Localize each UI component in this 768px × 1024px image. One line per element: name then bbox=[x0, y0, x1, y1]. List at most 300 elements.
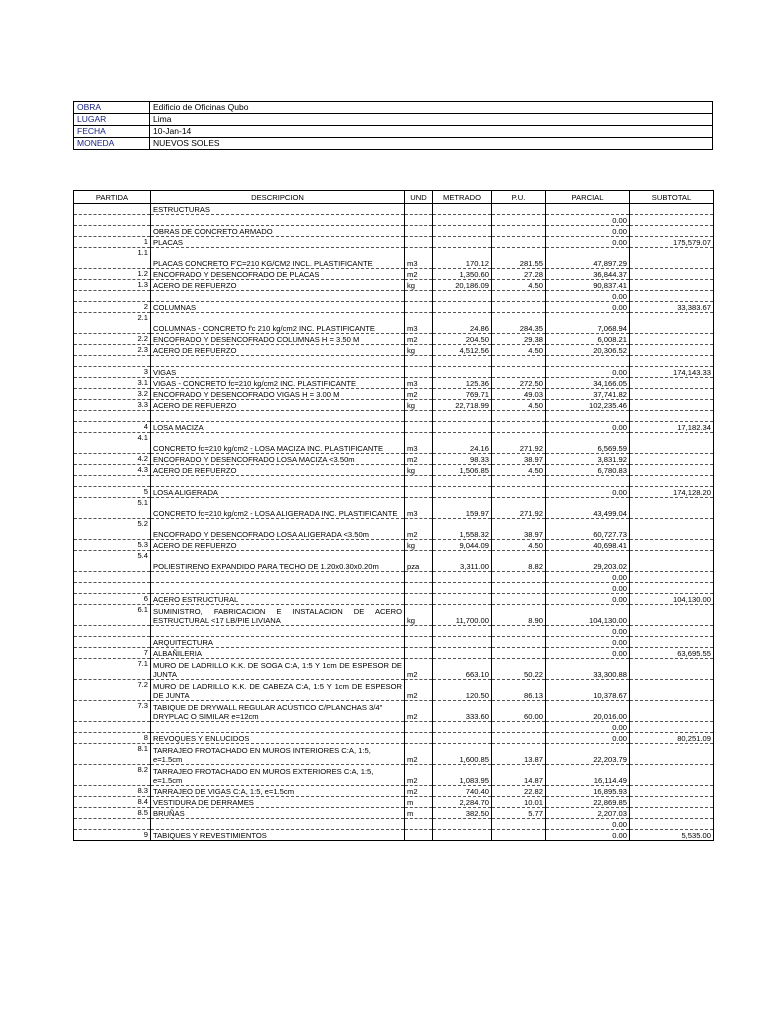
cell-pu bbox=[492, 204, 546, 215]
cell-pu: 4.50 bbox=[492, 280, 546, 291]
cell-parcial: 0.00 bbox=[546, 422, 630, 433]
cell-und bbox=[405, 476, 433, 487]
cell-descripcion: LOSA ALIGERADA bbox=[151, 487, 405, 498]
cell-und: kg bbox=[405, 605, 433, 626]
cell-parcial: 0.00 bbox=[546, 594, 630, 605]
cell-parcial: 0.00 bbox=[546, 302, 630, 313]
cell-metrado bbox=[433, 819, 492, 830]
cell-und: m2 bbox=[405, 454, 433, 465]
cell-descripcion: TARRAJEO DE VIGAS C:A, 1:5, e=1.5cm bbox=[151, 786, 405, 797]
cell-subtotal bbox=[630, 701, 714, 722]
cell-und: m3 bbox=[405, 498, 433, 519]
table-row bbox=[74, 722, 714, 733]
cell-metrado: 740.40 bbox=[433, 786, 492, 797]
table-row bbox=[74, 540, 714, 551]
cell-partida: 5 bbox=[74, 487, 151, 498]
cell-subtotal: 174,128.20 bbox=[630, 487, 714, 498]
cell-parcial: 104,130.00 bbox=[546, 605, 630, 626]
cell-subtotal bbox=[630, 519, 714, 540]
cell-descripcion: CONCRETO fc=210 kg/cm2 - LOSA ALIGERADA INC. PLASTIFICANTE bbox=[151, 498, 405, 519]
cell-und: m2 bbox=[405, 701, 433, 722]
table-row bbox=[74, 648, 714, 659]
cell-descripcion: TARRAJEO FROTACHADO EN MUROS INTERIORES C:A, 1:5, e=1.5cm bbox=[151, 744, 405, 765]
cell-partida bbox=[74, 583, 151, 594]
table-row bbox=[74, 626, 714, 637]
table-row bbox=[74, 313, 714, 334]
cell-partida: 1.1 bbox=[74, 248, 151, 269]
cell-pu bbox=[492, 356, 546, 367]
cell-metrado bbox=[433, 626, 492, 637]
cell-parcial: 34,166.05 bbox=[546, 378, 630, 389]
cell-subtotal bbox=[630, 248, 714, 269]
project-info-value: 10-Jan-14 bbox=[150, 126, 713, 138]
cell-metrado: 24.86 bbox=[433, 313, 492, 334]
cell-parcial: 7,068.94 bbox=[546, 313, 630, 334]
cell-pu: 22.82 bbox=[492, 786, 546, 797]
col-metrado: METRADO bbox=[433, 191, 492, 204]
cell-parcial bbox=[546, 476, 630, 487]
cell-pu: 4.50 bbox=[492, 345, 546, 356]
cell-und: m2 bbox=[405, 744, 433, 765]
cell-subtotal bbox=[630, 454, 714, 465]
table-row bbox=[74, 378, 714, 389]
cell-parcial: 43,499.04 bbox=[546, 498, 630, 519]
cell-metrado bbox=[433, 367, 492, 378]
cell-partida: 2.1 bbox=[74, 313, 151, 334]
cell-metrado bbox=[433, 648, 492, 659]
cell-metrado: 1,083.95 bbox=[433, 765, 492, 786]
cell-und bbox=[405, 819, 433, 830]
cell-und bbox=[405, 422, 433, 433]
cell-und bbox=[405, 830, 433, 841]
cell-subtotal bbox=[630, 433, 714, 454]
cell-descripcion: ENCOFRADO Y DESENCOFRADO LOSA MACIZA <3.50m bbox=[151, 454, 405, 465]
cell-und bbox=[405, 302, 433, 313]
project-info-value: Edificio de Oficinas Qubo bbox=[150, 102, 713, 114]
table-row bbox=[74, 476, 714, 487]
cell-descripcion: ENCOFRADO Y DESENCOFRADO DE PLACAS bbox=[151, 269, 405, 280]
cell-parcial: 10,378.67 bbox=[546, 680, 630, 701]
cell-partida: 4.1 bbox=[74, 433, 151, 454]
cell-parcial: 0.00 bbox=[546, 237, 630, 248]
cell-subtotal bbox=[630, 765, 714, 786]
cell-pu bbox=[492, 215, 546, 226]
cell-und bbox=[405, 594, 433, 605]
cell-pu: 13.87 bbox=[492, 744, 546, 765]
table-row bbox=[74, 733, 714, 744]
cell-und: kg bbox=[405, 280, 433, 291]
cell-metrado: 24.16 bbox=[433, 433, 492, 454]
cell-und: m bbox=[405, 808, 433, 819]
cell-metrado bbox=[433, 476, 492, 487]
cell-pu bbox=[492, 583, 546, 594]
cell-subtotal bbox=[630, 626, 714, 637]
cell-pu bbox=[492, 487, 546, 498]
cell-descripcion: VIGAS bbox=[151, 367, 405, 378]
cell-partida: 2.2 bbox=[74, 334, 151, 345]
cell-subtotal: 63,695.55 bbox=[630, 648, 714, 659]
table-row bbox=[74, 356, 714, 367]
cell-parcial: 102,235.46 bbox=[546, 400, 630, 411]
cell-pu: 60.00 bbox=[492, 701, 546, 722]
cell-parcial: 0.00 bbox=[546, 572, 630, 583]
cell-descripcion: CONCRETO fc=210 kg/cm2 - LOSA MACIZA INC. PLASTIFICANTE bbox=[151, 433, 405, 454]
cell-metrado: 333.60 bbox=[433, 701, 492, 722]
cell-partida bbox=[74, 291, 151, 302]
cell-partida: 8.2 bbox=[74, 765, 151, 786]
cell-und: m2 bbox=[405, 659, 433, 680]
cell-und: kg bbox=[405, 345, 433, 356]
cell-descripcion: ENCOFRADO Y DESENCOFRADO COLUMNAS H = 3.50 M bbox=[151, 334, 405, 345]
cell-partida: 4.3 bbox=[74, 465, 151, 476]
cell-metrado bbox=[433, 722, 492, 733]
cell-subtotal bbox=[630, 744, 714, 765]
cell-und: m2 bbox=[405, 269, 433, 280]
table-row bbox=[74, 498, 714, 519]
col-partida: PARTIDA bbox=[74, 191, 151, 204]
cell-partida: 3 bbox=[74, 367, 151, 378]
cell-partida bbox=[74, 356, 151, 367]
cell-pu: 8.82 bbox=[492, 551, 546, 572]
cell-pu bbox=[492, 594, 546, 605]
project-info-label: MONEDA bbox=[74, 138, 150, 150]
cell-metrado: 170.12 bbox=[433, 248, 492, 269]
cell-pu: 29.38 bbox=[492, 334, 546, 345]
cell-parcial: 60,727.73 bbox=[546, 519, 630, 540]
project-info-value: Lima bbox=[150, 114, 713, 126]
cell-pu bbox=[492, 237, 546, 248]
table-row bbox=[74, 389, 714, 400]
cell-parcial bbox=[546, 356, 630, 367]
cell-pu: 10.01 bbox=[492, 797, 546, 808]
cell-metrado: 1,558.32 bbox=[433, 519, 492, 540]
cell-partida bbox=[74, 637, 151, 648]
cell-parcial: 22,869.85 bbox=[546, 797, 630, 808]
cell-metrado bbox=[433, 237, 492, 248]
cell-pu: 14.87 bbox=[492, 765, 546, 786]
cell-und bbox=[405, 411, 433, 422]
cell-descripcion: ACERO DE REFUERZO bbox=[151, 280, 405, 291]
cell-subtotal bbox=[630, 411, 714, 422]
cell-metrado bbox=[433, 204, 492, 215]
cell-pu bbox=[492, 572, 546, 583]
cell-pu: 4.50 bbox=[492, 465, 546, 476]
cell-subtotal bbox=[630, 226, 714, 237]
cell-metrado: 159.97 bbox=[433, 498, 492, 519]
cell-partida: 4.2 bbox=[74, 454, 151, 465]
cell-subtotal bbox=[630, 680, 714, 701]
budget-table bbox=[73, 190, 714, 841]
cell-subtotal bbox=[630, 819, 714, 830]
cell-subtotal bbox=[630, 269, 714, 280]
cell-und bbox=[405, 583, 433, 594]
cell-metrado: 120.50 bbox=[433, 680, 492, 701]
cell-und: kg bbox=[405, 400, 433, 411]
cell-metrado: 663.10 bbox=[433, 659, 492, 680]
cell-und: m2 bbox=[405, 765, 433, 786]
cell-metrado: 125.36 bbox=[433, 378, 492, 389]
cell-pu bbox=[492, 411, 546, 422]
cell-parcial: 20,306.52 bbox=[546, 345, 630, 356]
table-row bbox=[74, 605, 714, 626]
cell-subtotal bbox=[630, 605, 714, 626]
cell-partida: 5.3 bbox=[74, 540, 151, 551]
cell-subtotal: 104,130.00 bbox=[630, 594, 714, 605]
cell-pu: 38.97 bbox=[492, 454, 546, 465]
cell-pu: 5.77 bbox=[492, 808, 546, 819]
cell-metrado: 11,700.00 bbox=[433, 605, 492, 626]
cell-pu: 272.50 bbox=[492, 378, 546, 389]
cell-und bbox=[405, 648, 433, 659]
table-row bbox=[74, 334, 714, 345]
table-row bbox=[74, 280, 714, 291]
cell-descripcion: COLUMNAS bbox=[151, 302, 405, 313]
cell-metrado bbox=[433, 572, 492, 583]
cell-partida: 6.1 bbox=[74, 605, 151, 626]
cell-metrado bbox=[433, 830, 492, 841]
cell-subtotal bbox=[630, 378, 714, 389]
cell-subtotal bbox=[630, 637, 714, 648]
cell-subtotal bbox=[630, 215, 714, 226]
cell-metrado: 2,284.70 bbox=[433, 797, 492, 808]
cell-subtotal bbox=[630, 291, 714, 302]
cell-parcial: 90,837.41 bbox=[546, 280, 630, 291]
cell-metrado bbox=[433, 302, 492, 313]
cell-parcial: 33,300.88 bbox=[546, 659, 630, 680]
cell-parcial bbox=[546, 411, 630, 422]
cell-subtotal: 80,251.09 bbox=[630, 733, 714, 744]
table-row bbox=[74, 248, 714, 269]
cell-metrado: 1,350.60 bbox=[433, 269, 492, 280]
cell-metrado: 20,186.09 bbox=[433, 280, 492, 291]
cell-partida: 6 bbox=[74, 594, 151, 605]
cell-pu bbox=[492, 226, 546, 237]
cell-pu bbox=[492, 722, 546, 733]
cell-partida bbox=[74, 226, 151, 237]
cell-subtotal bbox=[630, 400, 714, 411]
cell-pu bbox=[492, 648, 546, 659]
cell-subtotal bbox=[630, 797, 714, 808]
cell-descripcion: POLIESTIRENO EXPANDIDO PARA TECHO DE 1.20x0.30x0.20m bbox=[151, 551, 405, 572]
cell-partida: 3.3 bbox=[74, 400, 151, 411]
cell-metrado: 9,044.09 bbox=[433, 540, 492, 551]
cell-descripcion: COLUMNAS - CONCRETO f'c 210 kg/cm2 INC. PLASTIFICANTE bbox=[151, 313, 405, 334]
table-row bbox=[74, 808, 714, 819]
cell-pu bbox=[492, 476, 546, 487]
cell-parcial: 47,897.29 bbox=[546, 248, 630, 269]
cell-partida: 1.2 bbox=[74, 269, 151, 280]
cell-parcial: 37,741.82 bbox=[546, 389, 630, 400]
cell-descripcion: VIGAS - CONCRETO fc=210 kg/cm2 INC. PLASTIFICANTE bbox=[151, 378, 405, 389]
cell-subtotal bbox=[630, 476, 714, 487]
cell-metrado bbox=[433, 411, 492, 422]
cell-partida: 7.3 bbox=[74, 701, 151, 722]
cell-partida bbox=[74, 572, 151, 583]
cell-descripcion: ARQUITECTURA bbox=[151, 637, 405, 648]
cell-descripcion: ALBAÑILERIA bbox=[151, 648, 405, 659]
project-info-row bbox=[74, 114, 713, 126]
cell-subtotal bbox=[630, 313, 714, 334]
cell-parcial: 0.00 bbox=[546, 733, 630, 744]
cell-metrado bbox=[433, 637, 492, 648]
cell-partida: 3.1 bbox=[74, 378, 151, 389]
table-row bbox=[74, 572, 714, 583]
cell-partida: 8 bbox=[74, 733, 151, 744]
cell-parcial: 20,016.00 bbox=[546, 701, 630, 722]
cell-subtotal bbox=[630, 356, 714, 367]
cell-subtotal bbox=[630, 722, 714, 733]
cell-subtotal: 5,535.00 bbox=[630, 830, 714, 841]
cell-parcial: 29,203.02 bbox=[546, 551, 630, 572]
cell-und bbox=[405, 291, 433, 302]
cell-descripcion: ACERO DE REFUERZO bbox=[151, 400, 405, 411]
cell-partida bbox=[74, 626, 151, 637]
cell-metrado: 382.50 bbox=[433, 808, 492, 819]
col-descripcion: DESCRIPCION bbox=[151, 191, 405, 204]
cell-descripcion bbox=[151, 626, 405, 637]
table-row bbox=[74, 454, 714, 465]
cell-descripcion: ACERO DE REFUERZO bbox=[151, 540, 405, 551]
cell-metrado bbox=[433, 356, 492, 367]
cell-subtotal: 17,182.34 bbox=[630, 422, 714, 433]
cell-descripcion: TARRAJEO FROTACHADO EN MUROS EXTERIORES C:A, 1:5, e=1.5cm bbox=[151, 765, 405, 786]
cell-subtotal bbox=[630, 572, 714, 583]
cell-descripcion bbox=[151, 291, 405, 302]
table-row bbox=[74, 345, 714, 356]
cell-metrado: 1,506.85 bbox=[433, 465, 492, 476]
cell-und bbox=[405, 626, 433, 637]
cell-descripcion: VESTIDURA DE DERRAMES bbox=[151, 797, 405, 808]
table-row bbox=[74, 551, 714, 572]
cell-partida: 8.5 bbox=[74, 808, 151, 819]
table-row bbox=[74, 367, 714, 378]
cell-metrado bbox=[433, 583, 492, 594]
cell-parcial: 6,780.83 bbox=[546, 465, 630, 476]
table-row bbox=[74, 637, 714, 648]
cell-und: m2 bbox=[405, 680, 433, 701]
cell-metrado: 1,600.85 bbox=[433, 744, 492, 765]
table-row bbox=[74, 226, 714, 237]
table-row bbox=[74, 819, 714, 830]
table-row bbox=[74, 433, 714, 454]
cell-und bbox=[405, 237, 433, 248]
cell-pu: 4.50 bbox=[492, 400, 546, 411]
cell-descripcion: ENCOFRADO Y DESENCOFRADO LOSA ALIGERADA <3.50m bbox=[151, 519, 405, 540]
cell-metrado bbox=[433, 226, 492, 237]
cell-descripcion bbox=[151, 411, 405, 422]
cell-und: m3 bbox=[405, 378, 433, 389]
cell-pu bbox=[492, 626, 546, 637]
cell-parcial: 2,207.03 bbox=[546, 808, 630, 819]
cell-und: m3 bbox=[405, 248, 433, 269]
col-und: UND bbox=[405, 191, 433, 204]
cell-partida: 4 bbox=[74, 422, 151, 433]
cell-subtotal bbox=[630, 280, 714, 291]
cell-partida: 9 bbox=[74, 830, 151, 841]
cell-und: m bbox=[405, 797, 433, 808]
cell-partida: 7.1 bbox=[74, 659, 151, 680]
cell-subtotal bbox=[630, 345, 714, 356]
cell-parcial: 3,831.92 bbox=[546, 454, 630, 465]
cell-parcial: 0.00 bbox=[546, 367, 630, 378]
cell-und: pza bbox=[405, 551, 433, 572]
table-row bbox=[74, 659, 714, 680]
cell-partida bbox=[74, 476, 151, 487]
cell-pu: 271.92 bbox=[492, 498, 546, 519]
cell-parcial: 0.00 bbox=[546, 291, 630, 302]
cell-subtotal bbox=[630, 786, 714, 797]
table-row bbox=[74, 680, 714, 701]
cell-und bbox=[405, 572, 433, 583]
cell-parcial: 0.00 bbox=[546, 722, 630, 733]
cell-descripcion: SUMINISTRO, FABRICACION E INSTALACION DE ACERO ESTRUCTURAL <17 LB/PIE LIVIANA bbox=[151, 605, 405, 626]
cell-und bbox=[405, 367, 433, 378]
cell-descripcion: REVOQUES Y ENLUCIDOS bbox=[151, 733, 405, 744]
cell-partida: 1 bbox=[74, 237, 151, 248]
cell-partida: 8.1 bbox=[74, 744, 151, 765]
cell-partida: 7 bbox=[74, 648, 151, 659]
table-row bbox=[74, 422, 714, 433]
cell-pu bbox=[492, 302, 546, 313]
cell-pu: 86.13 bbox=[492, 680, 546, 701]
cell-subtotal bbox=[630, 389, 714, 400]
cell-pu bbox=[492, 637, 546, 648]
cell-und bbox=[405, 356, 433, 367]
cell-partida: 5.1 bbox=[74, 498, 151, 519]
cell-descripcion: ACERO ESTRUCTURAL bbox=[151, 594, 405, 605]
cell-metrado: 204.50 bbox=[433, 334, 492, 345]
col-parcial: PARCIAL bbox=[546, 191, 630, 204]
cell-partida bbox=[74, 722, 151, 733]
cell-parcial: 0.00 bbox=[546, 648, 630, 659]
cell-descripcion bbox=[151, 356, 405, 367]
table-row bbox=[74, 830, 714, 841]
col-subtotal: SUBTOTAL bbox=[630, 191, 714, 204]
cell-parcial: 0.00 bbox=[546, 626, 630, 637]
cell-und bbox=[405, 722, 433, 733]
cell-subtotal bbox=[630, 540, 714, 551]
table-row bbox=[74, 291, 714, 302]
cell-descripcion bbox=[151, 722, 405, 733]
cell-parcial: 0.00 bbox=[546, 819, 630, 830]
cell-pu: 284.35 bbox=[492, 313, 546, 334]
cell-subtotal: 33,383.67 bbox=[630, 302, 714, 313]
cell-descripcion bbox=[151, 215, 405, 226]
project-info-table bbox=[73, 101, 713, 150]
cell-und bbox=[405, 215, 433, 226]
cell-und: m2 bbox=[405, 389, 433, 400]
cell-parcial bbox=[546, 204, 630, 215]
cell-subtotal bbox=[630, 808, 714, 819]
cell-parcial: 0.00 bbox=[546, 487, 630, 498]
cell-und: m2 bbox=[405, 519, 433, 540]
table-row bbox=[74, 487, 714, 498]
cell-metrado: 769.71 bbox=[433, 389, 492, 400]
cell-partida bbox=[74, 819, 151, 830]
cell-descripcion: ACERO DE REFUERZO bbox=[151, 465, 405, 476]
cell-subtotal: 175,579.07 bbox=[630, 237, 714, 248]
table-row bbox=[74, 411, 714, 422]
cell-descripcion bbox=[151, 819, 405, 830]
table-row bbox=[74, 744, 714, 765]
cell-und bbox=[405, 487, 433, 498]
project-info-row bbox=[74, 102, 713, 114]
cell-partida: 5.2 bbox=[74, 519, 151, 540]
cell-pu: 27.28 bbox=[492, 269, 546, 280]
cell-und: m2 bbox=[405, 334, 433, 345]
cell-subtotal bbox=[630, 659, 714, 680]
cell-partida: 2.3 bbox=[74, 345, 151, 356]
